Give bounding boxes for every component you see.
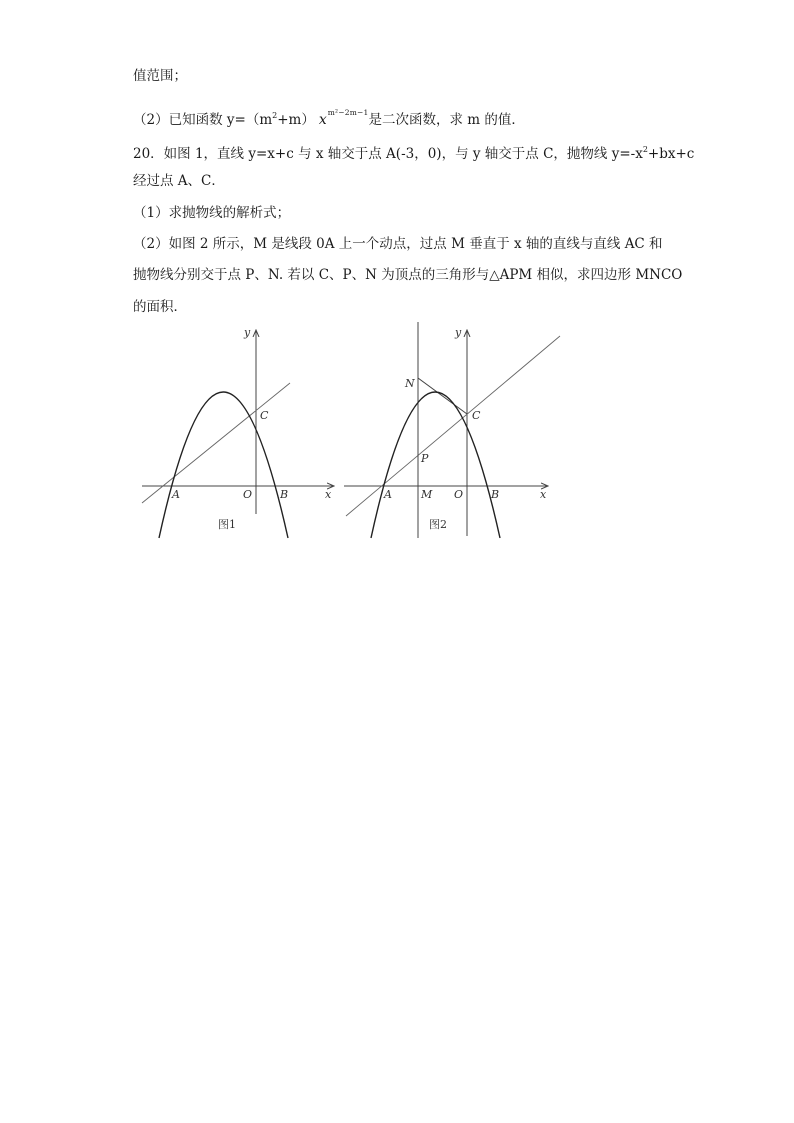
- line3-superscript: 2: [642, 145, 648, 154]
- figure-1: [142, 326, 334, 538]
- text-line-2: [133, 103, 525, 130]
- fig2-label-m: M: [421, 488, 433, 501]
- fig2-label-o: O: [454, 488, 464, 501]
- fig1-line-ac: [142, 383, 290, 503]
- fig1-label-c: C: [260, 409, 269, 422]
- fig1-label-b: B: [280, 488, 289, 501]
- fig1-label-x: x: [325, 488, 332, 501]
- line3-main: 20．如图 1，直线 y=x+c 与 x 轴交于点 A(-3，0)，与 y 轴交于点 C，抛物线 y=-x: [133, 146, 643, 162]
- fig2-label-y: y: [455, 326, 462, 339]
- text-line-1: 值范围；: [133, 68, 187, 84]
- text-line-6: （2）如图 2 所示，M 是线段 0A 上一个动点，过点 M 垂直于 x 轴的直线与直线 AC 和: [133, 236, 663, 252]
- figure-2: [344, 322, 560, 538]
- line2-superscript: 2: [272, 111, 278, 120]
- line2-after-sup: +m）: [277, 112, 315, 128]
- fig2-label-a: A: [384, 488, 392, 501]
- fig2-label-x: x: [540, 488, 547, 501]
- fig1-label-a: A: [172, 488, 180, 501]
- fig1-caption: 图1: [218, 518, 236, 531]
- text-line-4: 经过点 A、C．: [133, 173, 225, 189]
- fig1-label-y: y: [244, 326, 251, 339]
- fig2-label-c: C: [472, 409, 481, 422]
- fig2-label-n: N: [405, 377, 415, 390]
- text-line-8: 的面积．: [133, 299, 187, 315]
- text-line-7: 抛物线分别交于点 P、N. 若以 C、P、N 为顶点的三角形与△APM 相似，求四边形 MNCO: [133, 267, 683, 283]
- line2-exponent: m²−2m−1: [327, 108, 369, 117]
- fig2-parabola: [371, 392, 500, 538]
- fig2-line-ac: [346, 336, 560, 516]
- fig1-label-o: O: [243, 488, 253, 501]
- text-line-3: [133, 140, 694, 164]
- figures: [130, 318, 570, 544]
- line2-prefix: （2）已知函数 y=（m: [133, 112, 273, 128]
- text-line-5: （1）求抛物线的解析式；: [133, 205, 291, 221]
- fig2-label-p: P: [421, 452, 429, 465]
- line2-suffix: 是二次函数，求 m 的值．: [368, 112, 525, 128]
- fig2-label-b: B: [491, 488, 500, 501]
- line2-variable: x: [318, 112, 327, 128]
- fig1-parabola: [159, 392, 288, 538]
- line3-suffix: +bx+c: [647, 146, 695, 162]
- fig2-caption: 图2: [429, 518, 447, 531]
